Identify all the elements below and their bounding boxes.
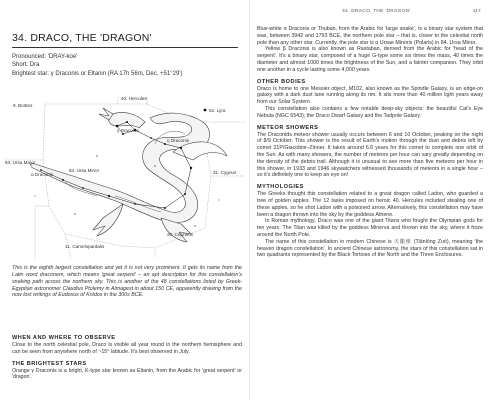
brightest-star: Brightest star: γ Draconis or Eltanin (RA 17h 56m, Dec. +51°29'): [12, 70, 183, 77]
brightest-text: Orange γ Draconis is a bright, K-type star known as Eltanin, from the Arabic for 'great serpent' or 'dragon'.: [12, 367, 242, 381]
meteor-showers-text: The Draconids meteor shower usually occurs between 6 and 10 October, peaking on the night of 8/9 October. This shower is the result of Earth's motion through the dust and debris left by comet 21P/Giacobini–Zinner. It takes around 6.6 years for this comet to complete one orbit of the Sun. As with many showers, the number of meteors per hour can vary greatly depending on the density of the debris trail. Although it is unusual to see more than five meteors per hour in this shower, in 1933 and 1946 skywatchers witnessed thousands of meteors in a single hour – so it's definitely one to keep an eye on!: [257, 131, 483, 179]
left-text-flow: [12, 330, 242, 381]
star-chart: [5, 96, 245, 258]
mythologies-text: The Greeks thought this constellation related to a great dragon called Ladon, who guarded a tree of golden apples. The 12 tasks imposed on heroic 40. Hercules included stealing one of these apples, so he shot Ladon with a poisoned arrow. Alternatively, this constellation may have been a dragon thrown into the sky by the goddess Athene.: [257, 191, 483, 218]
section-heading-mythologies: MYTHOLOGIES: [257, 184, 304, 191]
mythologies-text-2: In Roman mythology, Draco was one of the giant Titans who fought the Olympian gods for ten years. The Titan was killed by the goddess Minerva and thrown into the sky, where it froze around the North Pole.: [257, 218, 483, 238]
other-bodies-text-2: This constellation also contains a few notable deep-sky objects: the beautiful Cat's Eye Nebula (NGC 6543); the Draco Dwarf Galaxy and the Tadpole Galaxy.: [257, 105, 483, 119]
section-heading-observe: WHEN AND WHERE TO OBSERVE: [12, 335, 116, 341]
chart-caption: This is the eighth largest constellation and yet it is not very prominent. It gets its name from the Latin word draconem, which means 'great serpent' – an apt description for this constellation's snaking path across the northern sky. This is another of the 48 constellations listed by Greek-Egyptian astronomer Claudius Ptolemy in Almagest in about 150 CE, apparently drawing from the now lost writings of Eudoxus of Knidos in the 300s BCE.: [12, 265, 242, 299]
section-heading-brightest: THE BRIGHTEST STARS: [12, 360, 87, 367]
label-gamma-draconis: γ Draconis: [117, 128, 139, 133]
pronunciation: Pronounced: 'DRAY-koe': [12, 54, 78, 60]
right-text-flow: [257, 26, 483, 259]
label-camelopardalis: 11. Camelopardalis: [65, 244, 105, 249]
page-number: 117: [473, 9, 481, 14]
brightest-text-continued: Blue-white α Draconis or Thuban, from the Arabic for 'large snake', is a binary star system that was, between 3942 and 1793 BCE, the northern pole star – that is, closer to the celestial north pole than any other star. Currently, the pole star is α Ursae Minoris (Polaris) in 84. Ursa Minor.: [257, 26, 483, 46]
constellation-meta: [12, 53, 242, 78]
label-bootes: 9. Boötes: [13, 103, 33, 108]
right-page: [250, 0, 500, 400]
section-heading-meteor-showers: METEOR SHOWERS: [257, 124, 319, 131]
section-heading-other-bodies: OTHER BODIES: [257, 78, 306, 85]
beta-draconis-text: Yellow β Draconis is also known as Rastaban, derived from the Arabic for 'head of the serpent'. It's a binary star, composed of a huge G-type some six times the mass, 40 times the diameter and almost 1000 times the brightness of the Sun, and a fainter companion. They orbit one another in a cycle lasting some 4,000 years.: [257, 46, 483, 73]
other-bodies-text: Draco is home to one Messier object, M102, also known as the Spindle Galaxy, is an edge-on galaxy with a dark dust lane running along its rim. It sits more than 40 million light years away from our Solar System.: [257, 85, 483, 106]
label-hercules: 40. Hercules: [121, 96, 147, 101]
page-title: 34. DRACO, THE 'DRAGON': [12, 32, 152, 44]
short-name: Short: Dra: [12, 62, 40, 69]
label-eta-draconis: η Draconis: [167, 138, 189, 143]
label-cygnus: 31. Cygnus: [213, 170, 237, 175]
label-alpha-draconis: α Draconis: [31, 172, 54, 177]
observe-text: Close to the north celestial pole, Draco is visible all year round in the northern hemisphere and can be seen from anywhere north of ~15° latitude. It's best observed in July.: [12, 342, 242, 355]
label-cepheus: 20. Cepheus: [167, 232, 194, 237]
label-ursa-major: 83. Ursa Major: [5, 160, 36, 165]
mythologies-text-3: The name of this constellation in modern Chinese is 天龍座 (Tiānlóng Zuò), meaning 'the heaven dragon constellation'. In ancient Chinese astronomy, the stars of this constellation sat in two quadrants represented by the Black Tortoise of the North and the Three Enclosures.: [257, 238, 483, 259]
running-head-title: 34. DRACO, THE 'DRAGON': [342, 9, 411, 14]
label-lyra: 52. Lyra: [209, 108, 226, 113]
label-ursa-minor: 84. Ursa Minor: [69, 168, 100, 173]
title-rule: [12, 47, 238, 48]
